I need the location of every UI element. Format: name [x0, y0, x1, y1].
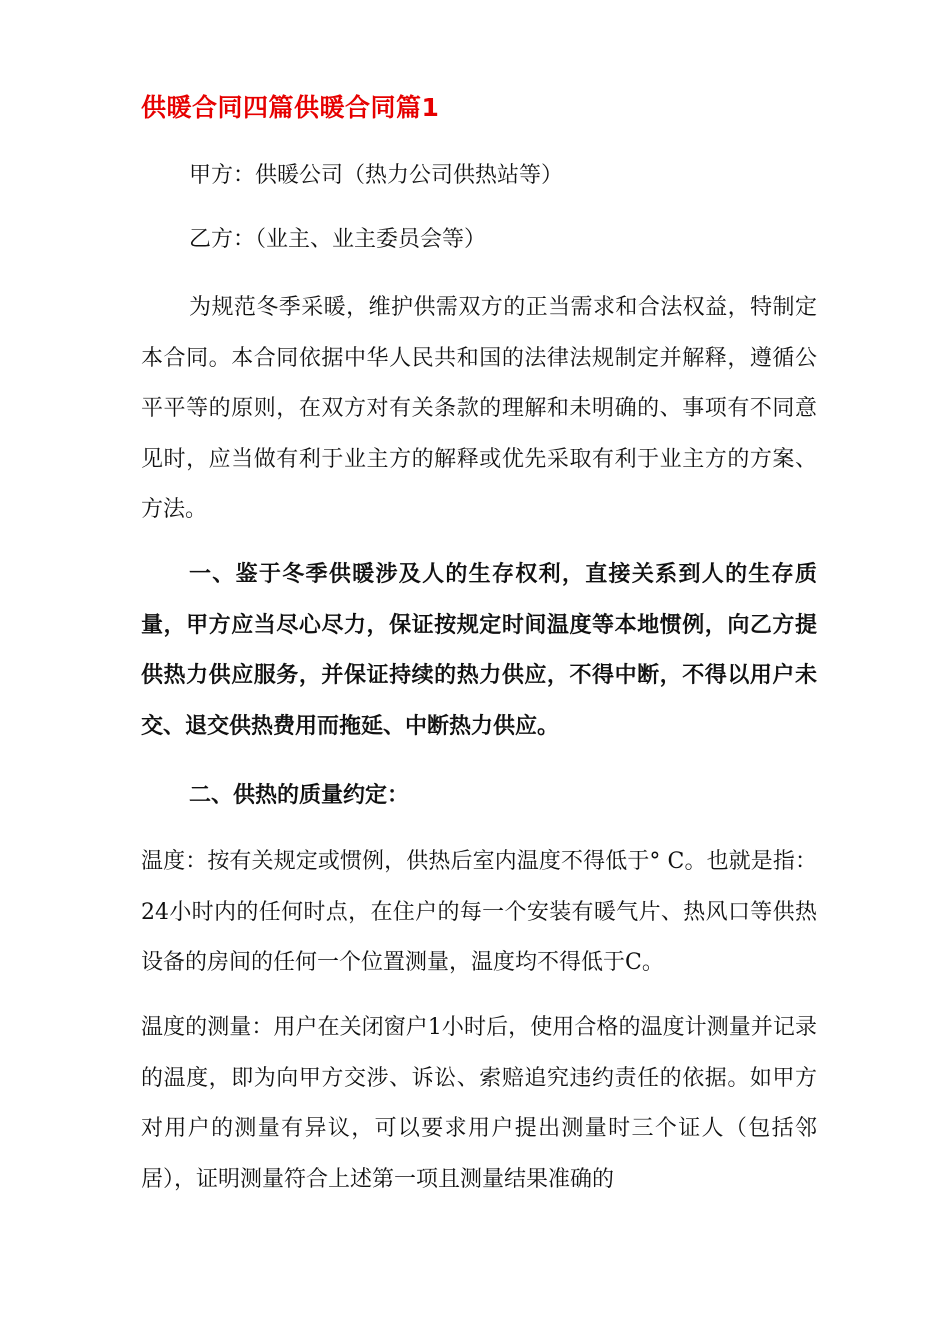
temperature-paragraph: 温度：按有关规定或惯例，供热后室内温度不得低于° C。也就是指：24小时内的任何时点，在住户的每一个安装有暖气片、热风口等供热设备的房间的任何一个位置测量，温度均不得低于C。	[141, 849, 817, 975]
document-title: 供暖合同四篇供暖合同篇1	[141, 93, 440, 122]
preamble-paragraph: 为规范冬季采暖，维护供需双方的正当需求和合法权益，特制定本合同。本合同依据中华人民共和国的法律法规制定并解释，遵循公平平等的原则，在双方对有关条款的理解和未明确的、事项有不同意见时，应当做有利于业主方的解释或优先采取有利于业主方的方案、方法。	[141, 295, 817, 522]
temperature-measurement-paragraph: 温度的测量：用户在关闭窗户1小时后，使用合格的温度计测量并记录的温度，即为向甲方交涉、诉讼、索赔追究违约责任的依据。如甲方对用户的测量有异议，可以要求用户提出测量时三个证人（包括邻居），证明测量符合上述第一项且测量结果准确的	[141, 1015, 817, 1192]
clause-two-heading: 二、供热的质量约定：	[189, 782, 410, 808]
party-b-line: 乙方：（业主、业主委员会等）	[189, 227, 487, 252]
clause-one-paragraph: 一、鉴于冬季供暖涉及人的生存权利，直接关系到人的生存质量，甲方应当尽心尽力，保证按规定时间温度等本地惯例，向乙方提供热力供应服务，并保证持续的热力供应，不得中断，不得以用户未交、退交供热费用而拖延、中断热力供应。	[141, 561, 817, 739]
party-a-line: 甲方：供暖公司（热力公司供热站等）	[189, 163, 564, 188]
